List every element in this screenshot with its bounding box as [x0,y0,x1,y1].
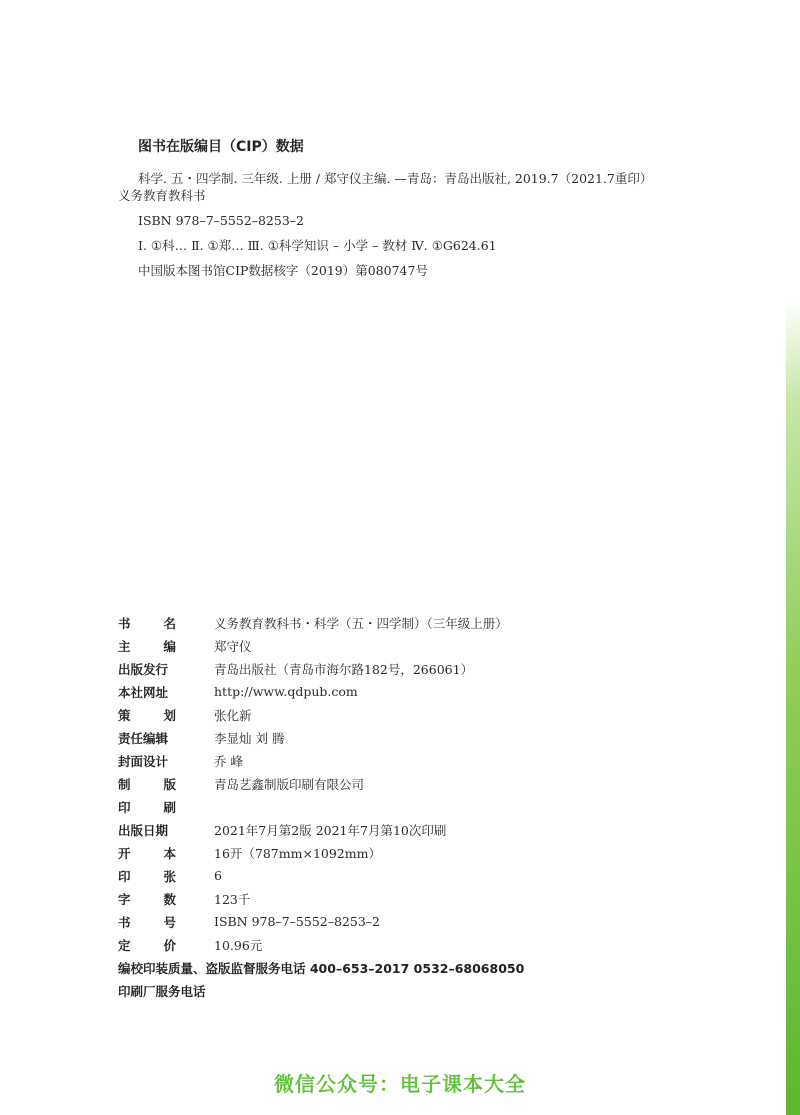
info-row-printing [118,795,678,818]
info-value: 青岛出版社（青岛市海尔路182号，266061） [214,661,474,677]
info-label: 印 张 [118,868,176,884]
info-label: 印 刷 [118,799,176,815]
info-value: 2021年7月第2版 2021年7月第10次印刷 [214,822,447,838]
info-label: 书 号 [118,914,176,930]
info-row-printer-phone [118,979,678,1002]
info-row-cover-design [118,749,678,772]
cip-title: 图书在版编目（CIP）数据 [138,139,304,155]
info-label: 策 划 [118,707,176,723]
info-label: 本社网址 [118,684,169,700]
info-label: 书 名 [118,615,176,631]
info-label: 出版日期 [118,822,169,838]
info-row-plate-making [118,772,678,795]
info-value: 义务教育教科书・科学（五・四学制）（三年级上册） [214,615,508,631]
info-label: 主 编 [118,638,176,654]
publication-info [118,611,678,1002]
info-row-editor [118,634,678,657]
cip-line-3: ISBN 978–7–5552–8253–2 [138,213,304,228]
info-label: 开 本 [118,845,176,861]
info-row-website [118,680,678,703]
wechat-watermark: 微信公众号：电子课本大全 [274,1072,526,1096]
info-value: 10.96元 [214,937,263,953]
info-row-sheets [118,864,678,887]
info-value: 16开（787mm×1092mm） [214,845,381,861]
info-row-planner [118,703,678,726]
info-label: 封面设计 [118,753,169,769]
cip-line-2: 义务教育教科书 [118,188,206,203]
green-side-bar [786,300,800,1115]
info-value: 青岛艺鑫制版印刷有限公司 [214,776,365,792]
info-label: 定 价 [118,937,176,953]
info-label: 字 数 [118,891,176,907]
info-value: http://www.qdpub.com [214,684,358,699]
quality-hotline: 编校印装质量、盗版监督服务电话 400–653–2017 0532–68068050 [118,960,525,976]
info-row-price [118,933,678,956]
info-value: 123千 [214,891,251,907]
cip-line-4: Ⅰ. ①科… Ⅱ. ①郑… Ⅲ. ①科学知识 – 小学 – 教材 Ⅳ. ①G624.61 [138,238,497,253]
info-value: 乔 峰 [214,753,243,769]
info-row-publish-date [118,818,678,841]
info-value: 张化新 [214,707,252,723]
info-value: 6 [214,868,222,883]
printer-hotline: 印刷厂服务电话 [118,983,206,999]
cip-block [118,136,718,279]
info-value: 李显灿 刘 腾 [214,730,285,746]
info-label: 责任编辑 [118,730,169,746]
info-row-word-count [118,887,678,910]
info-value: ISBN 978–7–5552–8253–2 [214,914,380,929]
info-row-quality-phone [118,956,678,979]
cip-line-1: 科学. 五・四学制. 三年级. 上册 / 郑守仪主编. —青岛：青岛出版社, 2019.7（2021.7重印） [138,171,653,186]
info-row-isbn [118,910,678,933]
info-value: 郑守仪 [214,638,252,654]
info-label: 出版发行 [118,661,169,677]
info-row-responsible-editor [118,726,678,749]
info-row-publisher [118,657,678,680]
cip-line-5: 中国版本图书馆CIP数据核字（2019）第080747号 [138,263,428,278]
info-row-format [118,841,678,864]
info-label: 制 版 [118,776,176,792]
info-row-title [118,611,678,634]
